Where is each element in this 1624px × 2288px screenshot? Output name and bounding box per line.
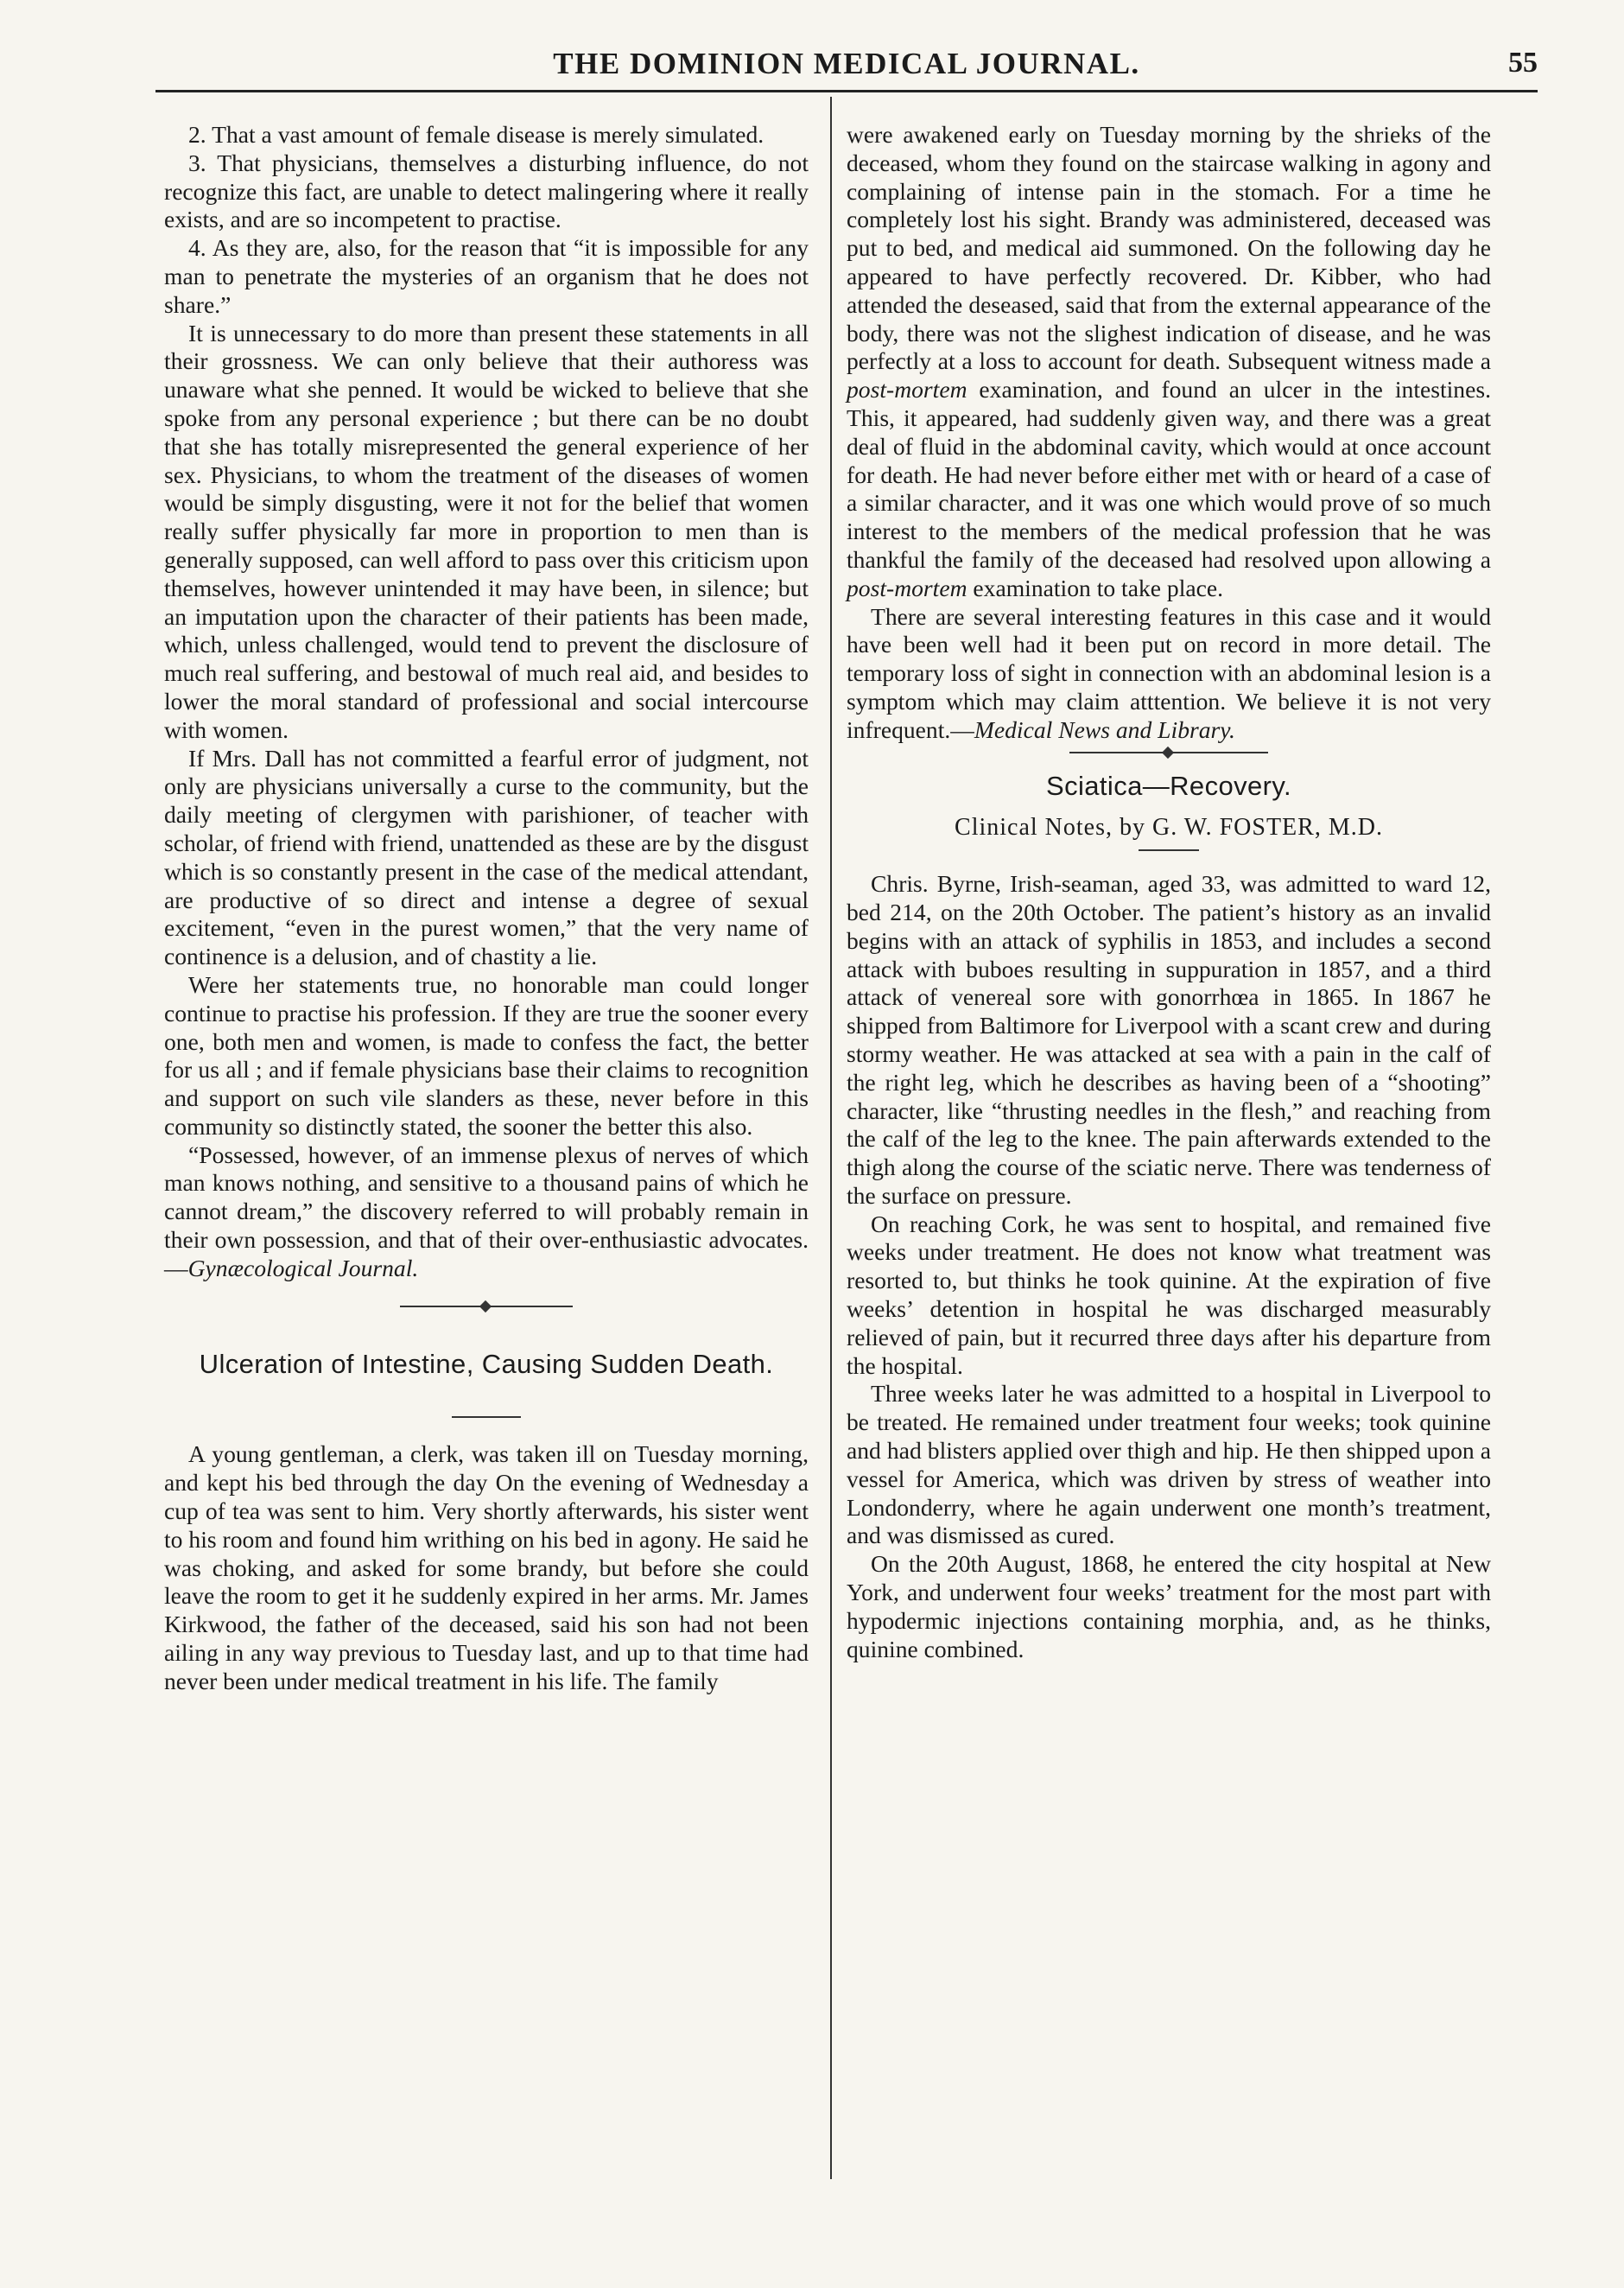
paragraph: Were her statements true, no honorable man could longer continue to practise his profession. If they are true the sooner every one, both men and women, is made to confess the fact, the better for us all ; and if female physicians base their claims to recognition and support on such vile slanders as these, never before in this community so distinctly stated, the sooner the better this also. <box>164 970 809 1140</box>
source-citation: Medical News and Library. <box>974 715 1235 743</box>
section-divider <box>1069 752 1268 753</box>
emphasis: post-mortem <box>847 574 967 601</box>
paragraph: If Mrs. Dall has not committed a fearful error of judgment, not only are physicians universally a curse to the community, but the daily meeting of clergymen with parishioner, of teacher with scholar, of friend with friend, unattended as these are by the disgust which is so constantly present in the case of the medical attendant, are productive of so direct and intense a degree of sexual excitement, “even in the purest women,” that the very name of continence is a delusion, and of chastity a lie. <box>164 744 809 970</box>
paragraph: Chris. Byrne, Irish-seaman, aged 33, was admitted to ward 12, bed 214, on the 20th October. The patient’s history as an invalid begins with an attack of syphilis in 1853, and includes a second attack with buboes resulting in suppuration in 1857, and a third attack of venereal sore with gonorrhœa in 1865. In 1867 he shipped from Baltimore for Liverpool with a scant crew and during stormy weather. He was attacked at sea with a pain in the calf of the right leg, which he describes as having been of a “shooting” character, like “thrusting needles in the flesh,” and reaching from the calf of the leg to the knee. The pain afterwards extended to the thigh along the course of the sciatic nerve. There was tenderness of the surface on pressure. <box>847 870 1491 1209</box>
left-column <box>164 121 809 1696</box>
paragraph <box>847 603 1491 745</box>
text-run: were awakened early on Tuesday morning by the shrieks of the deceased, whom they found on the staircase walking in agony and complaining of intense pain in the stomach. For a time he completely lost his sight. Brandy was administered, deceased was put to bed, and medical aid summoned. On the following day he appeared to have perfectly recovered. Dr. Kibber, who had attended the deseased, said that from the external appearance of the body, there was not the slighest indication of disease, and he was perfectly at a loss to account for death. Subsequent witness made a <box>847 121 1491 375</box>
paragraph: On the 20th August, 1868, he entered the city hospital at New York, and underwent four weeks’ treatment for the most part with hypodermic injections containing morphia, and, as he thinks, quinine combined. <box>847 1550 1491 1662</box>
section-divider <box>400 1306 573 1307</box>
closing-paragraph <box>164 1141 809 1283</box>
list-item: 3. That physicians, themselves a disturbing influence, do not recognize this fact, are unable to detect malingering where it really exists, and are so incompetent to practise. <box>164 149 809 233</box>
list-item: 2. That a vast amount of female disease is merely simulated. <box>188 121 764 148</box>
text-run: examination to take place. <box>967 574 1224 601</box>
article-title: Sciatica—Recovery. <box>1046 770 1291 801</box>
journal-title: THE DOMINION MEDICAL JOURNAL. <box>553 47 1140 80</box>
list-item: 4. As they are, also, for the reason that “it is impossible for any man to penetrate the mysteries of an organism that he does not share.” <box>164 234 809 318</box>
column-divider <box>830 97 832 2179</box>
article-title: Ulceration of Intestine, Causing Sudden Death. <box>199 1348 774 1379</box>
continued-paragraph <box>847 121 1491 603</box>
right-column <box>847 121 1491 1663</box>
closing-text: “Possessed, however, of an immense plexus of nerves of which man knows nothing, and sensitive to a thousand pains of which he cannot dream,” the discovery referred to will probably remain in their own possession, and that of their over-enthusiastic advocates.— <box>164 1141 809 1281</box>
paragraph: On reaching Cork, he was sent to hospital, and remained five weeks under treatment. He does not know what treatment was resorted to, but thinks he took quinine. At the expiration of five weeks’ detention in hospital he was discharged measurably relieved of pain, but it recurred three days after his departure from the hospital. <box>847 1210 1491 1379</box>
title-rule <box>452 1416 521 1418</box>
paragraph: Three weeks later he was admitted to a hospital in Liverpool to be treated. He remained under treatment four weeks; took quinine and had blisters applied over thigh and hip. He then shipped upon a vessel for America, which was driven by stress of weather into Londonderry, where he again underwent one month’s treatment, and was dismissed as cured. <box>847 1380 1491 1549</box>
text-run: There are several interesting features in this case and it would have been well had it been put on record in more detail. The temporary loss of sight in connection with an abdominal lesion is a symptom which may claim atttention. We believe it is not very infrequent.— <box>847 602 1491 743</box>
text-run: examination, and found an ulcer in the intestines. This, it appeared, had suddenly given way, and there was a great deal of fluid in the abdominal cavity, which would at once account for death. He had never before either met with or heard of a case of a similar character, and it was one which would prove of so much interest to the members of the medical profession that he was thankful the family of the deceased had resolved upon allowing a <box>847 376 1491 573</box>
page-header <box>155 45 1538 92</box>
article-subtitle: Clinical Notes, by G. W. FOSTER, M.D. <box>955 814 1383 842</box>
paragraph: It is unnecessary to do more than present these statements in all their grossness. We can only believe that their authoress was unaware what she penned. It would be wicked to believe that she spoke from any personal experience ; but there can be no doubt that she has totally misrepresented the general experience of her sex. Physicians, to whom the treatment of the diseases of women would be simply disgusting, were it not for the belief that women really suffer physically far more in proportion to men than is generally supposed, can well afford to pass over this criticism upon themselves, however unintended it may have been, in silence; but an imputation upon the character of their patients has been made, which, unless challenged, would tend to prevent the disclosure of much real suffering, and bestowal of much real aid, and besides to lower the moral standard of professional and social intercourse with women. <box>164 319 809 743</box>
emphasis: post-mortem <box>847 376 967 404</box>
source-citation: Gynæcological Journal. <box>187 1254 419 1281</box>
paragraph: A young gentleman, a clerk, was taken ill on Tuesday morning, and kept his bed through the day On the evening of Wednesday a cup of tea was sent to him. Very shortly afterwards, his sister went to his room and found him writhing on his bed in agony. He said he was choking, and asked for some brandy, but before she could leave the room to get it he suddenly expired in her arms. Mr. James Kirkwood, the father of the deceased, said his son had not been ailing in any way previous to Tuesday last, and up to that time had never been under medical treatment in his life. The family <box>164 1440 809 1694</box>
numbered-list <box>164 121 809 320</box>
title-rule <box>1139 849 1199 851</box>
page-number: 55 <box>1508 47 1538 79</box>
